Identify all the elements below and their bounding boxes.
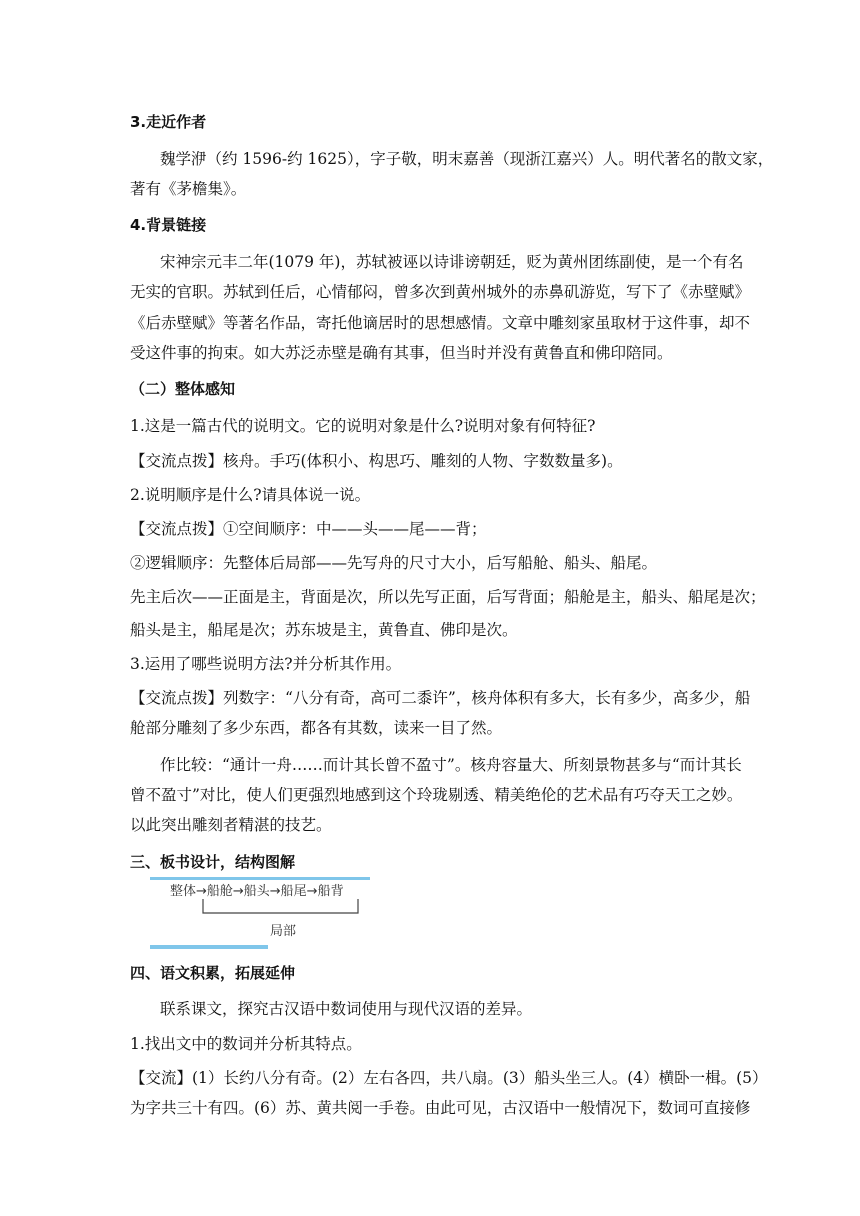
answer-line: 船头是主，船尾是次；苏东坡是主，黄鲁直、佛印是次。 [130,621,518,639]
extension-intro: 联系课文，探究古汉语中数词使用与现代汉语的差异。 [160,1000,533,1018]
background-paragraph-line: 无实的官职。苏轼到任后，心情郁闷，曾多次到黄州城外的赤鼻矶游览，写下了《赤壁赋》 [130,283,751,301]
background-paragraph-line: 《后赤壁赋》等著名作品，寄托他谪居时的思想感情。文章中雕刻家虽取材于这件事，却不 [130,314,751,332]
section-heading-author: 3.走近作者 [130,113,207,131]
structure-flow: 整体→船舱→船头→船尾→船背 [170,884,344,899]
answer-line: 曾不盈寸”对比，使人们更强烈地感到这个玲珑剔透、精美绝伦的艺术品有巧夺天工之妙。 [130,786,743,804]
answer-line: 为字共三十有四。(6）苏、黄共阅一手卷。由此可见，古汉语中一般情况下，数词可直接修 [130,1099,751,1117]
background-paragraph-line: 宋神宗元丰二年(1079 年)，苏轼被诬以诗诽谤朝廷，贬为黄州团练副使，是一个有名 [160,253,744,271]
answer-line: 舱部分雕刻了多少东西，都各有其数，读来一目了然。 [130,719,503,737]
bracket-label: 局部 [270,924,297,939]
question-line: 3.运用了哪些说明方法?并分析其作用。 [130,655,402,673]
answer-line: 先主后次——正面是主，背面是次，所以先写正面，后写背面；船舱是主，船头、船尾是次； [130,588,766,606]
answer-line: ②逻辑顺序：先整体后局部——先写舟的尺寸大小，后写船舱、船头、船尾。 [130,554,658,572]
author-paragraph-line: 魏学洢（约 1596-约 1625），字子敬，明末嘉善（现浙江嘉兴）人。明代著名的散文家， [160,150,774,168]
answer-line: 【交流】(1）长约八分有奇。(2）左右各四，共八扇。(3）船头坐三人。(4）横卧一楫。(5） [130,1069,768,1087]
structure-diagram [150,877,370,949]
question-line: 2.说明顺序是什么?请具体说一说。 [130,486,371,504]
answer-line: 【交流点拨】列数字：“八分有奇，高可二黍许”，核舟体积有多大，长有多少，高多少，船 [130,689,751,707]
diagram-bottom-strip [150,945,268,949]
section-heading-board: 三、板书设计，结构图解 [130,853,296,871]
question-line: 1.这是一篇古代的说明文。它的说明对象是什么?说明对象有何特征? [130,417,596,435]
answer-line: 【交流点拨】核舟。手巧(体积小、构思巧、雕刻的人物、字数数量多)。 [130,452,623,470]
answer-line: 作比较：“通计一舟……而计其长曾不盈寸”。核舟容量大、所刻景物甚多与“而计其长 [160,756,742,774]
section-heading-background: 4.背景链接 [130,216,207,234]
author-paragraph-line: 著有《茅檐集》。 [130,180,247,198]
section-heading-overall: （二）整体感知 [130,380,236,398]
answer-line: 【交流点拨】①空间顺序：中——头——尾——背； [130,520,487,538]
section-heading-extension: 四、语文积累，拓展延伸 [130,964,296,982]
diagram-top-strip [150,877,370,880]
question-line: 1.找出文中的数词并分析其特点。 [130,1035,362,1053]
background-paragraph-line: 受这件事的拘束。如大苏泛赤壁是确有其事，但当时并没有黄鲁直和佛印陪同。 [130,344,673,362]
answer-line: 以此突出雕刻者精湛的技艺。 [130,816,332,834]
bracket-line [203,899,358,913]
